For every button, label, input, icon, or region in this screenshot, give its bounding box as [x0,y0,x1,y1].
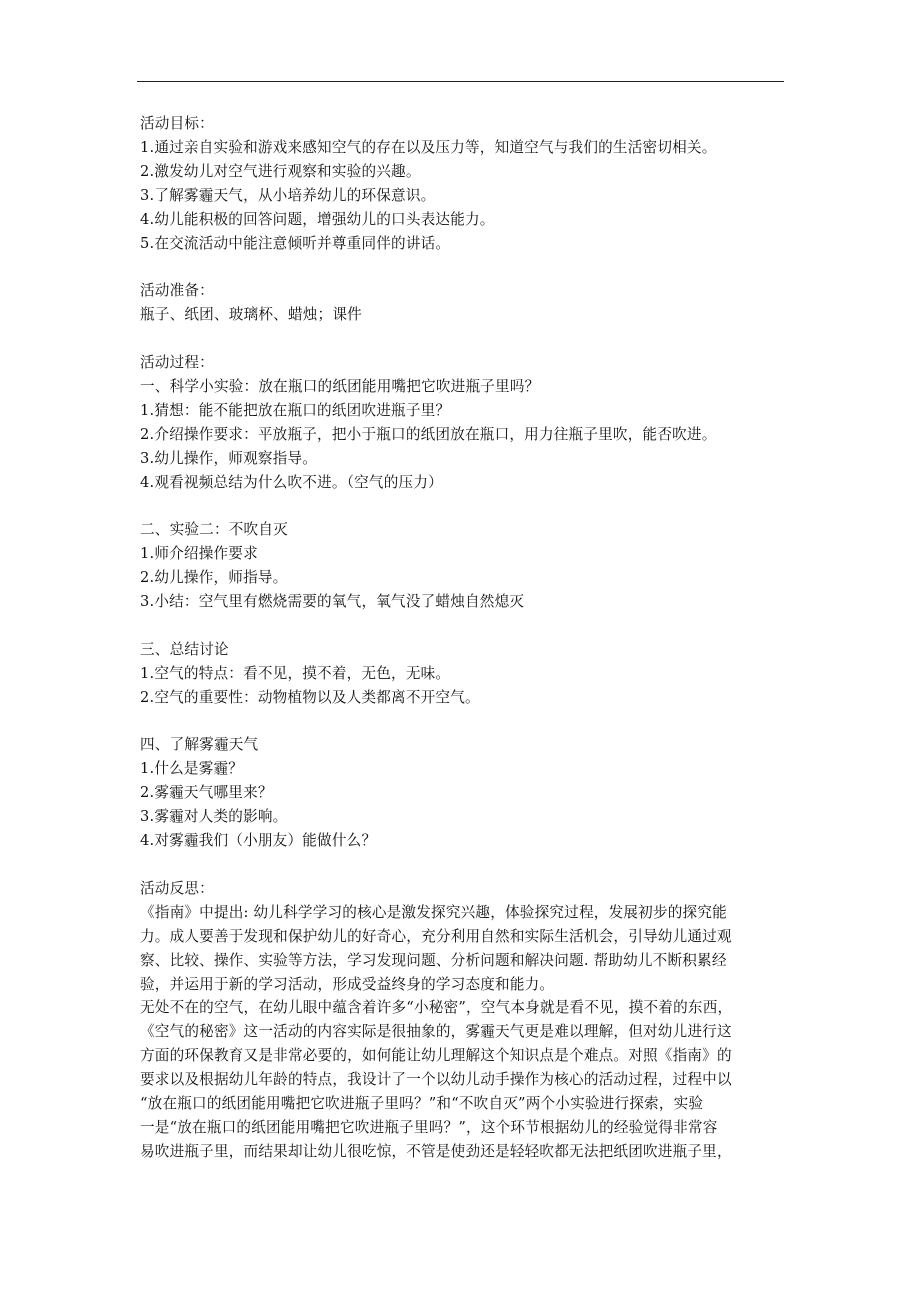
prep-text: 瓶子、纸团、玻璃杯、蜡烛；课件 [140,306,362,324]
section-title: 二、实验二：不吹自灭 [140,521,288,539]
section-title: 三、总结讨论 [140,640,229,658]
section-item: 2.空气的重要性：动物植物以及人类都离不开空气。 [140,688,480,706]
goal-item: 5.在交流活动中能注意倾听并尊重同伴的讲话。 [140,234,451,252]
goal-item: 3.了解雾霾天气，从小培养幼儿的环保意识。 [140,186,436,204]
goal-item: 4.幼儿能积极的回答问题，增强幼儿的口头表达能力。 [140,210,495,228]
spacer [140,853,792,877]
spacer [140,710,792,734]
goals-heading: 活动目标： [140,115,214,132]
prep-heading: 活动准备： [140,282,214,300]
section-item: 2.雾霾天气哪里来？ [140,784,273,802]
section-item: 1.师介绍操作要求 [140,545,258,563]
goal-item: 1.通过亲自实验和游戏来感知空气的存在以及压力等，知道空气与我们的生活密切相关。 [140,138,717,156]
reflection-line: 一是“放在瓶口的纸团能用嘴把它吹进瓶子里吗？”，这个环节根据幼儿的经验觉得非常容 [140,1118,718,1136]
section-item: 2.介绍操作要求：平放瓶子，把小于瓶口的纸团放在瓶口，用力往瓶子里吹，能否吹进。 [140,425,717,443]
reflection-line: 《空气的秘密》这一活动的内容实际是很抽象的，雾霾天气更是难以理解，但对幼儿进行这 [140,1023,732,1041]
section-item: 4.对雾霾我们（小朋友）能做什么？ [140,832,377,850]
section-item: 1.空气的特点：看不见，摸不着，无色，无味。 [140,664,451,682]
reflection-heading: 活动反思： [140,879,214,897]
section-item: 3.雾霾对人类的影响。 [140,808,288,826]
section-item: 3.幼儿操作，师观察指导。 [140,449,318,467]
section-item: 1.猜想：能不能把放在瓶口的纸团吹进瓶子里？ [140,401,451,419]
spacer [140,614,792,638]
reflection-line: 验，并运用于新的学习活动，形成受益终身的学习态度和能力。 [140,975,555,993]
spacer [140,255,792,279]
section-item: 4.观看视频总结为什么吹不进。（空气的压力） [140,473,443,491]
reflection-line: 要求以及根据幼儿年龄的特点，我设计了一个以幼儿动手操作为核心的活动过程，过程中以 [140,1071,732,1089]
section-title: 一、科学小实验：放在瓶口的纸团能用嘴把它吹进瓶子里吗？ [140,377,540,395]
section-item: 2.幼儿操作，师指导。 [140,569,288,587]
section-item: 1.什么是雾霾？ [140,760,244,778]
reflection-line: 《指南》中提出: 幼儿科学学习的核心是激发探究兴趣，体验探究过程，发展初步的探究能 [140,903,727,921]
reflection-line: “放在瓶口的纸团能用嘴把它吹进瓶子里吗？”和“不吹自灭”两个小实验进行探索，实验 [140,1095,704,1113]
process-heading: 活动过程： [140,354,214,372]
section-item: 3.小结：空气里有燃烧需要的氧气，氧气没了蜡烛自然熄灭 [140,593,525,611]
reflection-line: 察、比较、操作、实验等方法，学习发现问题、分析问题和解决问题. 帮助幼儿不断积累经 [140,951,727,969]
goal-item: 2.激发幼儿对空气进行观察和实验的兴趣。 [140,162,421,180]
reflection-line: 力。成人要善于发现和保护幼儿的好奇心，充分利用自然和实际生活机会，引导幼儿通过观 [140,927,732,945]
reflection-line: 无处不在的空气，在幼儿眼中蕴含着许多“小秘密”，空气本身就是看不见，摸不着的东西， [140,999,733,1017]
section-title: 四、了解雾霾天气 [140,736,259,754]
spacer [140,327,792,351]
spacer [140,494,792,518]
reflection-line: 方面的环保教育又是非常必要的，如何能让幼儿理解这个知识点是个难点。对照《指南》的 [140,1047,732,1065]
header-rule [137,81,784,82]
reflection-line: 易吹进瓶子里，而结果却让幼儿很吃惊，不管是使劲还是轻轻吹都无法把纸团吹进瓶子里， [140,1142,732,1160]
document-body [140,112,792,1164]
